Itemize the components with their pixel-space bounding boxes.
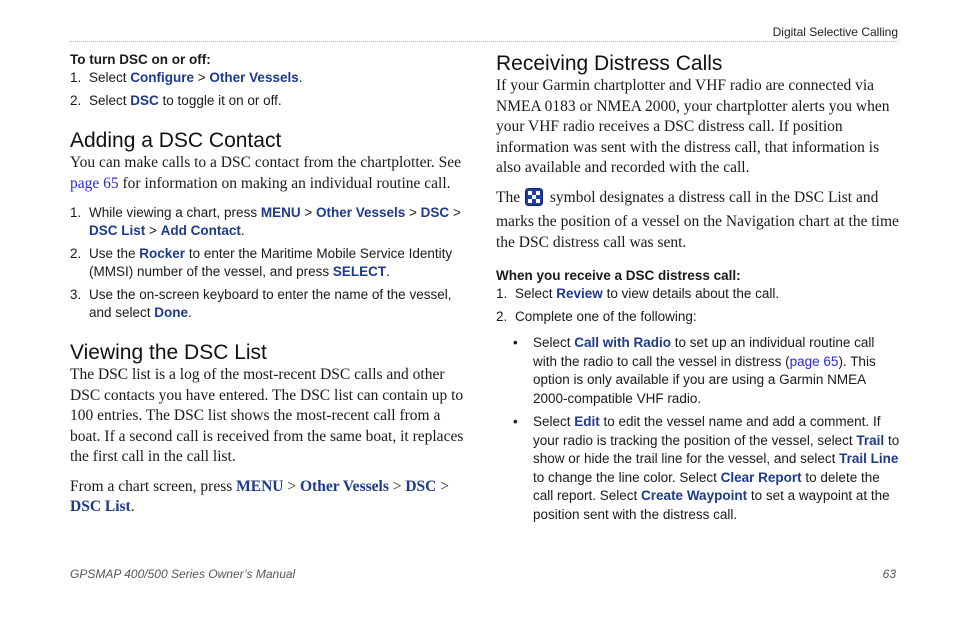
bullet-text: Select Edit to edit the vessel name and add a comment. If your radio is tracking the position of the vessel, select Trail to show or hide the trail line for the vessel, and select Trail Line to change the line color. Select Clear Report to delete the call report. Select Create Waypoint to set a waypoint at the position sent with the distress call. <box>533 414 900 522</box>
page-link[interactable]: page 65 <box>70 174 119 192</box>
procedure-title: To turn DSC on or off: <box>70 52 211 67</box>
keyword: Configure <box>130 70 195 85</box>
heading-receiving-distress-calls: Receiving Distress Calls <box>496 52 723 75</box>
step-1 <box>70 69 474 87</box>
step-number: 2. <box>496 309 508 324</box>
step-text: While viewing a chart, press MENU > Other Vessels > DSC > DSC List > Add Contact. <box>89 205 461 238</box>
section-title: Digital Selective Calling <box>772 25 898 39</box>
adding-paragraph: You can make calls to a DSC contact from the chartplotter. See page 65 for information on making an individual routine call. <box>70 154 461 192</box>
step-3 <box>70 286 474 322</box>
turn-dsc-procedure <box>70 52 474 110</box>
step-2 <box>70 92 474 110</box>
distress-symbol-paragraph: The symbol designates a distress call in the DSC List and marks the position of a vessel on the Navigation chart at the time the DSC distress call was sent. <box>496 188 899 251</box>
viewing-instruction: From a chart screen, press MENU > Other Vessels > DSC > DSC List. <box>70 477 449 515</box>
page-link[interactable]: page 65 <box>789 353 839 369</box>
step-1 <box>70 204 474 240</box>
step-2 <box>70 245 474 281</box>
step-text: Use the on-screen keyboard to enter the name of the vessel, and select Done. <box>89 287 452 320</box>
step-number: 2. <box>70 93 82 108</box>
viewing-paragraph: The DSC list is a log of the most-recent DSC calls and other DSC contacts you have entered. The DSC list can contain up to 100 entries. The DSC list shows the most-recent call from a boat. If a second call is received from the same boat, it replaces the first call in the call list. <box>70 366 464 465</box>
keyword: DSC <box>130 93 159 108</box>
step-number: 1. <box>70 70 82 85</box>
heading-adding-dsc-contact: Adding a DSC Contact <box>70 129 282 152</box>
step-number: 3. <box>70 287 82 302</box>
heading-viewing-dsc-list: Viewing the DSC List <box>70 341 267 364</box>
bullet-marker: • <box>513 414 518 429</box>
footer-manual-title: GPSMAP 400/500 Series Owner’s Manual <box>70 567 296 581</box>
step-number: 2. <box>70 246 82 261</box>
step-text: Use the Rocker to enter the Maritime Mobile Service Identity (MMSI) number of the vessel, and press SELECT. <box>89 246 453 279</box>
receiving-paragraph: If your Garmin chartplotter and VHF radio are connected via NMEA 0183 or NMEA 2000, your chartplotter alerts you when your VHF radio receives a DSC distress call. If position information was sent with the distress call, that information is also available and recorded with the call. <box>496 77 890 176</box>
step-1 <box>496 285 900 303</box>
left-column <box>70 52 474 518</box>
keyword: Other Vessels <box>209 70 299 85</box>
header-rule <box>70 41 898 42</box>
bullet-edit <box>513 413 900 524</box>
step-2 <box>496 308 900 326</box>
bullet-text: Select Call with Radio to set up an individual routine call with the radio to call the vessel in distress (page 65). This option is only available if you are using a Garmin NMEA 2000-compatible VHF radio. <box>533 335 876 406</box>
step-text: Complete one of the following: <box>515 309 697 324</box>
right-column <box>496 52 900 529</box>
step-number: 1. <box>496 286 508 301</box>
step-text: Select Review to view details about the call. <box>515 286 780 301</box>
distress-call-icon <box>525 188 543 213</box>
procedure-title: When you receive a DSC distress call: <box>496 268 741 283</box>
step-text: Select DSC to toggle it on or off. <box>89 93 282 108</box>
footer-page-number: 63 <box>882 567 896 581</box>
step-text: Select Configure > Other Vessels. <box>89 70 303 85</box>
step-number: 1. <box>70 205 82 220</box>
bullet-marker: • <box>513 335 518 350</box>
bullet-call-with-radio <box>513 334 900 408</box>
